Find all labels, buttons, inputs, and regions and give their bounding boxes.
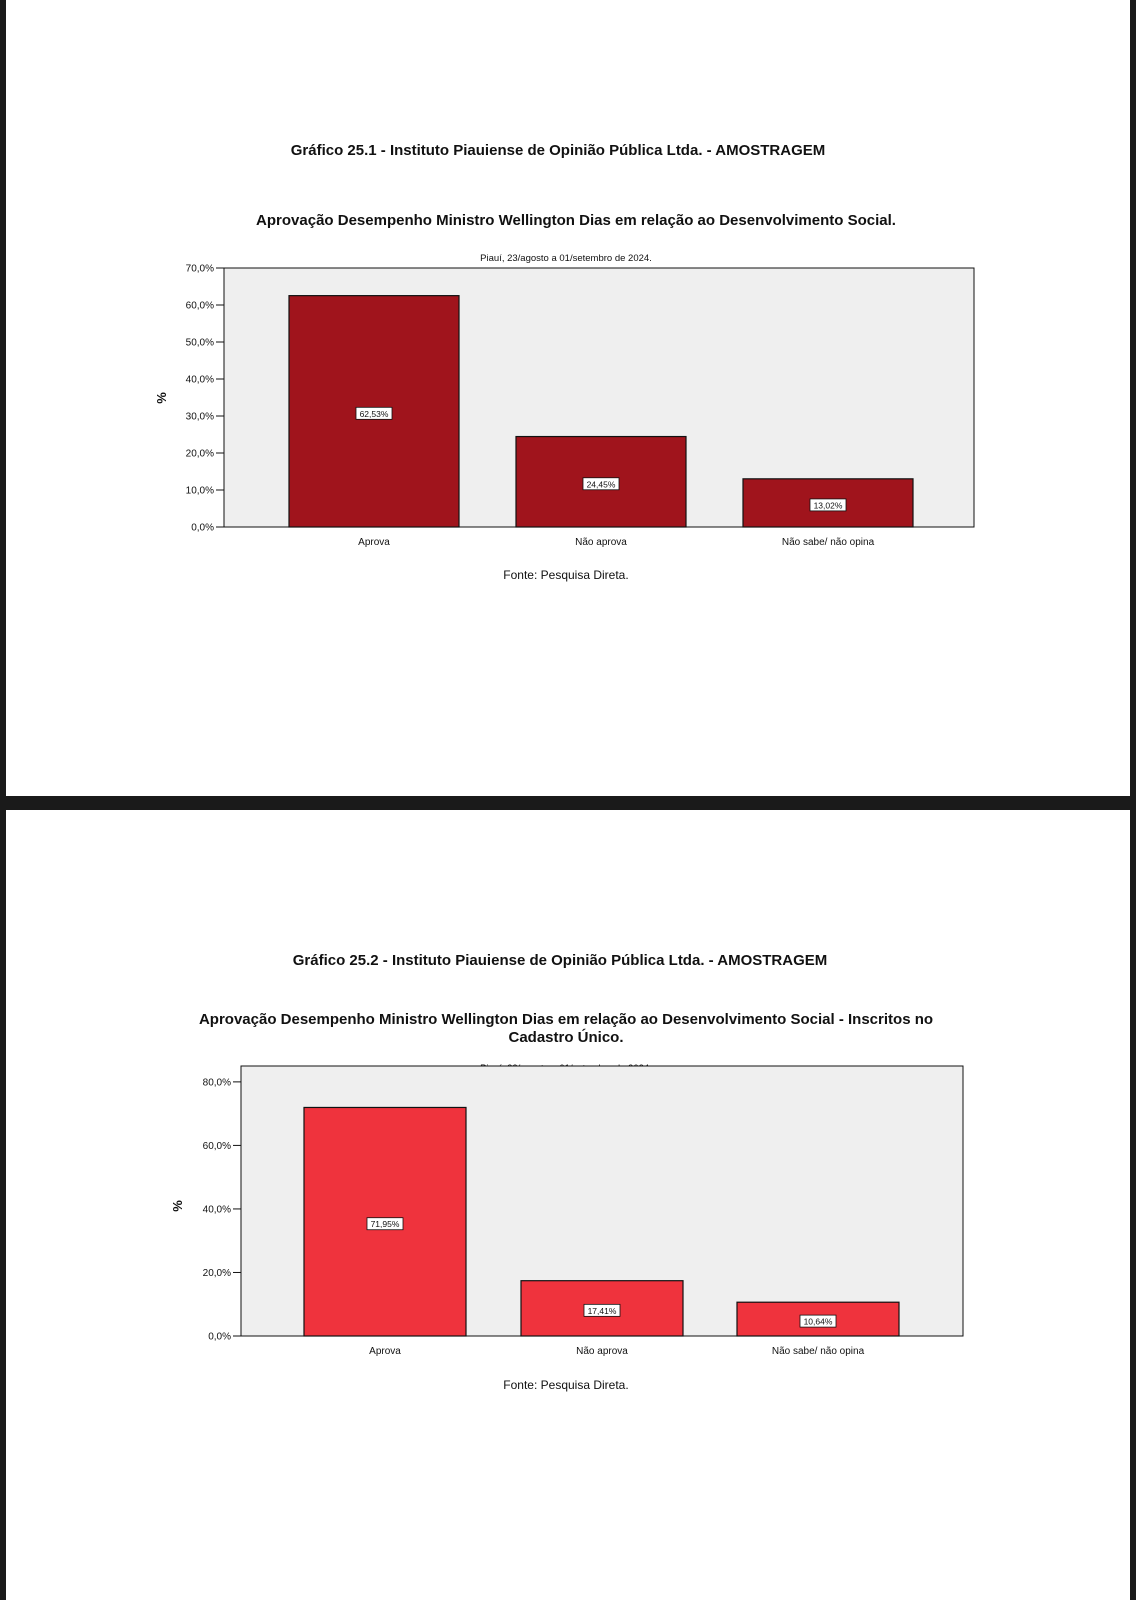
source-note: Fonte: Pesquisa Direta. (503, 1378, 629, 1392)
doc-title: Gráfico 25.2 - Instituto Piauiense de Opinião Pública Ltda. - AMOSTRAGEM (292, 952, 828, 969)
y-tick-label: 40,0% (202, 1204, 231, 1216)
chart-subtitle: Piauí, 23/agosto a 01/setembro de 2024. (480, 253, 652, 264)
chart-title: Aprovação Desempenho Ministro Wellington Dias em relação ao Desenvolvimento Social - Inscritos no Cadastro Único. (198, 1011, 934, 1046)
data-label: 10,64% (803, 1316, 833, 1327)
y-axis-label: % (170, 1200, 185, 1212)
report-page-2 (6, 810, 1130, 1600)
y-tick-label: 30,0% (185, 411, 214, 423)
y-tick-label: 60,0% (202, 1140, 231, 1152)
bar-chart-25-1 (6, 0, 1130, 796)
y-axis-label: % (154, 392, 169, 404)
y-tick-label: 60,0% (185, 300, 214, 312)
y-tick-label: 20,0% (185, 448, 214, 460)
data-label: 62,53% (359, 408, 389, 419)
y-tick-label: 40,0% (185, 374, 214, 386)
y-tick-label: 70,0% (185, 263, 214, 275)
data-label: 24,45% (586, 479, 616, 490)
source-note: Fonte: Pesquisa Direta. (503, 568, 629, 582)
y-tick-label: 0,0% (191, 522, 214, 534)
x-tick-label: Não aprova (576, 1346, 628, 1357)
y-tick-label: 10,0% (185, 485, 214, 497)
x-tick-label: Não sabe/ não opina (771, 1346, 865, 1357)
x-tick-label: Aprova (358, 537, 390, 548)
y-tick-label: 0,0% (208, 1331, 231, 1343)
x-tick-label: Não sabe/ não opina (781, 537, 875, 548)
report-page-1 (6, 0, 1130, 796)
data-label: 13,02% (813, 500, 843, 511)
doc-title: Gráfico 25.1 - Instituto Piauiense de Opinião Pública Ltda. - AMOSTRAGEM (290, 142, 826, 159)
x-tick-label: Não aprova (575, 537, 627, 548)
y-tick-label: 20,0% (202, 1267, 231, 1279)
bar-chart-25-2 (6, 810, 1130, 1600)
data-label: 17,41% (587, 1305, 617, 1316)
data-label: 71,95% (370, 1219, 400, 1230)
y-tick-label: 80,0% (202, 1077, 231, 1089)
y-tick-label: 50,0% (185, 337, 214, 349)
chart-title: Aprovação Desempenho Ministro Wellington Dias em relação ao Desenvolvimento Social. (256, 212, 896, 229)
x-tick-label: Aprova (369, 1346, 401, 1357)
